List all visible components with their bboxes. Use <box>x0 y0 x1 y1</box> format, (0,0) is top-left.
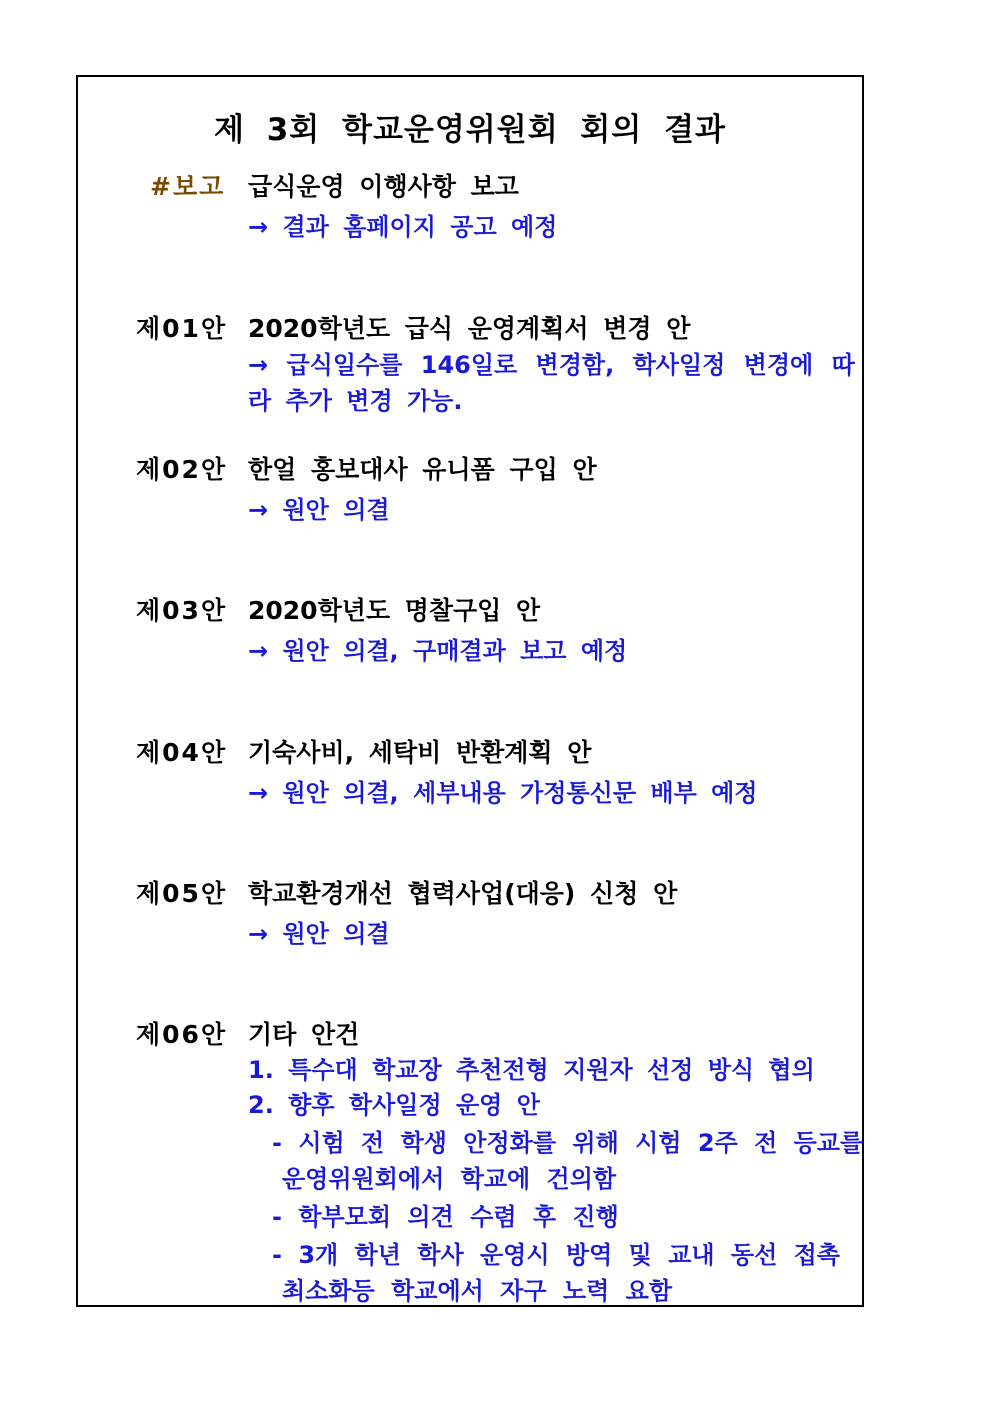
bullet-line: - 학부모회 의견 수렴 후 진행 <box>272 1203 619 1231</box>
agenda-item-01 <box>0 312 992 415</box>
bullet-line: - 3개 학년 학사 운영시 방역 및 교내 동선 접촉 <box>272 1241 840 1269</box>
agenda-result-line: → 원안 의결, 세부내용 가정통신문 배부 예정 <box>248 779 758 807</box>
agenda-label: 제04안 <box>136 738 228 767</box>
numbered-item: 1. 특수대 학교장 추천전형 지원자 선정 방식 협의 <box>248 1056 815 1084</box>
agenda-item-02 <box>0 453 992 524</box>
agenda-result-line: → 원안 의결 <box>248 920 390 948</box>
agenda-label: 제06안 <box>136 1020 228 1049</box>
agenda-subject: 2020학년도 명찰구입 안 <box>248 596 541 625</box>
agenda-subject: 한얼 홍보대사 유니폼 구입 안 <box>248 455 597 484</box>
document-frame <box>76 75 864 1307</box>
agenda-label: 제02안 <box>136 455 228 484</box>
agenda-subject: 학교환경개선 협력사업(대응) 신청 안 <box>248 879 678 908</box>
bullet-line: 최소화등 학교에서 자구 노력 요함 <box>282 1277 672 1305</box>
agenda-result-line: → 급식일수를 146일로 변경함, 학사일정 변경에 따 <box>248 351 855 379</box>
agenda-label: 제01안 <box>136 314 228 343</box>
report-subject: 급식운영 이행사항 보고 <box>248 172 519 201</box>
agenda-item-04 <box>0 736 992 807</box>
agenda-result-line: 라 추가 변경 가능. <box>248 387 463 415</box>
bullet-line: - 시험 전 학생 안정화를 위해 시험 2주 전 등교를 <box>272 1129 864 1157</box>
agenda-item-03 <box>0 594 992 665</box>
agenda-item-05 <box>0 877 992 948</box>
report-result: → 결과 홈페이지 공고 예정 <box>248 213 558 241</box>
agenda-item-06 <box>0 1018 992 1305</box>
agenda-subject: 기타 안건 <box>248 1020 360 1049</box>
agenda-subject: 2020학년도 급식 운영계획서 변경 안 <box>248 314 691 343</box>
numbered-item: 2. 향후 학사일정 운영 안 <box>248 1091 540 1119</box>
agenda-subject: 기숙사비, 세탁비 반환계획 안 <box>248 738 592 767</box>
agenda-label: 제05안 <box>136 879 228 908</box>
report-section <box>0 170 992 241</box>
agenda-label: 제03안 <box>136 596 228 625</box>
bullet-line: 운영위원회에서 학교에 건의함 <box>282 1165 617 1193</box>
page-title: 제 3회 학교운영위원회 회의 결과 <box>213 112 727 148</box>
report-label: #보고 <box>150 172 226 201</box>
agenda-result-line: → 원안 의결 <box>248 496 390 524</box>
agenda-result-line: → 원안 의결, 구매결과 보고 예정 <box>248 637 628 665</box>
